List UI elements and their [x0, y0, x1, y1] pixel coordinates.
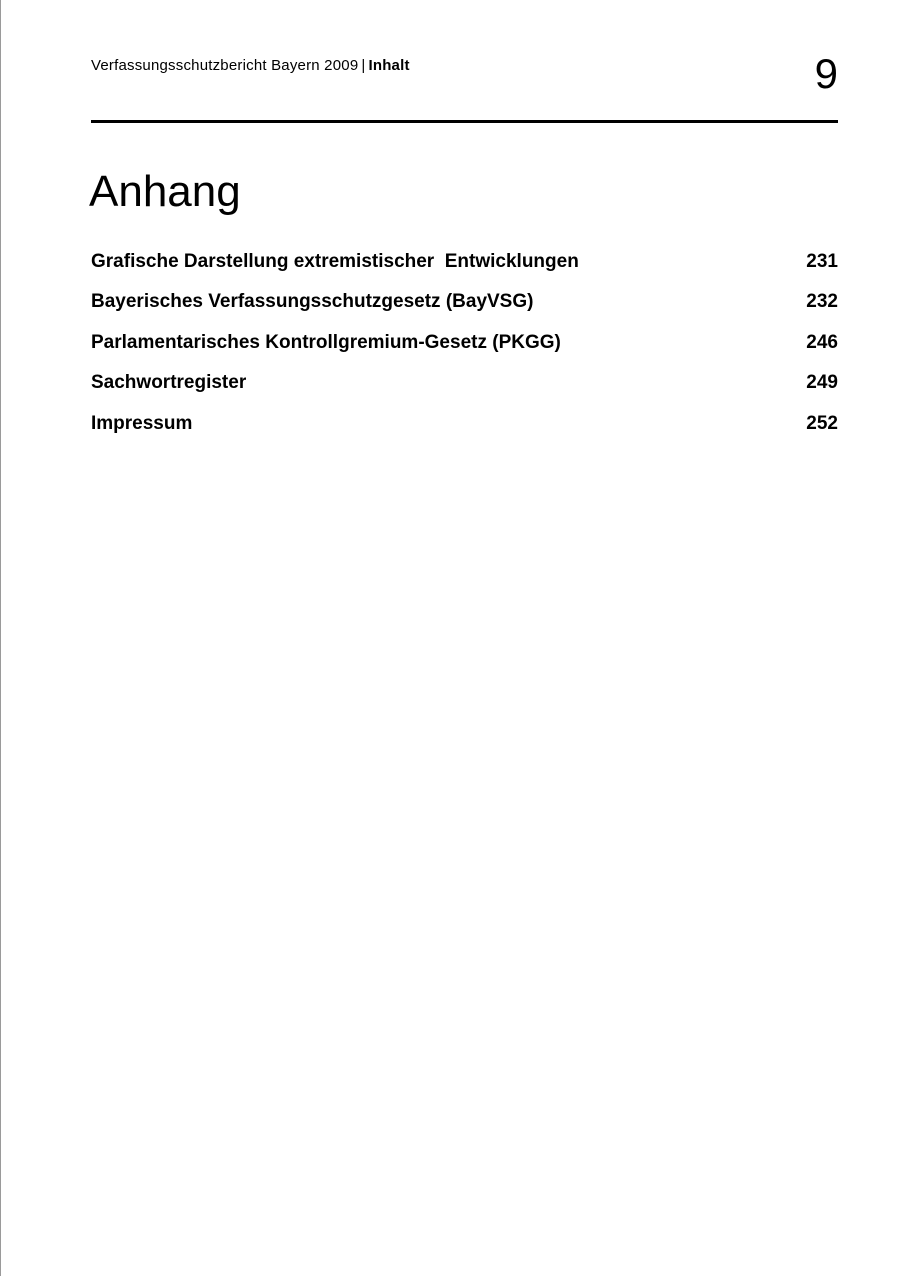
page-heading: Anhang — [89, 167, 241, 216]
toc-entry-page: 252 — [806, 412, 838, 434]
toc-entry-pkgg[interactable] — [91, 331, 838, 371]
table-of-contents — [91, 250, 838, 452]
page-edge-line — [0, 0, 1, 1276]
toc-entry-title: Parlamentarisches Kontrollgremium-Gesetz (PKGG) — [91, 331, 561, 353]
section-name: Inhalt — [368, 57, 410, 74]
title-separator: | — [361, 57, 366, 74]
toc-entry-title: Bayerisches Verfassungsschutzgesetz (BayVSG) — [91, 291, 534, 313]
header-rule — [91, 120, 838, 123]
toc-entry-page: 232 — [806, 291, 838, 313]
toc-entry-title: Sachwortregister — [91, 372, 247, 394]
toc-entry-title: Impressum — [91, 412, 193, 434]
document-title: Verfassungsschutzbericht Bayern 2009 — [91, 57, 359, 74]
toc-entry-page: 246 — [806, 331, 838, 353]
toc-entry-grafische-darstellung[interactable] — [91, 250, 838, 290]
page-header — [91, 50, 838, 97]
toc-entry-sachwortregister[interactable] — [91, 371, 838, 411]
page-number: 9 — [814, 50, 838, 97]
toc-entry-page: 249 — [806, 372, 838, 394]
toc-entry-page: 231 — [806, 251, 838, 272]
toc-entry-title: Grafische Darstellung extremistischer Entwicklungen — [91, 251, 579, 272]
toc-entry-impressum[interactable] — [91, 412, 838, 452]
running-title — [91, 56, 410, 76]
toc-entry-bayvsg[interactable] — [91, 290, 838, 330]
